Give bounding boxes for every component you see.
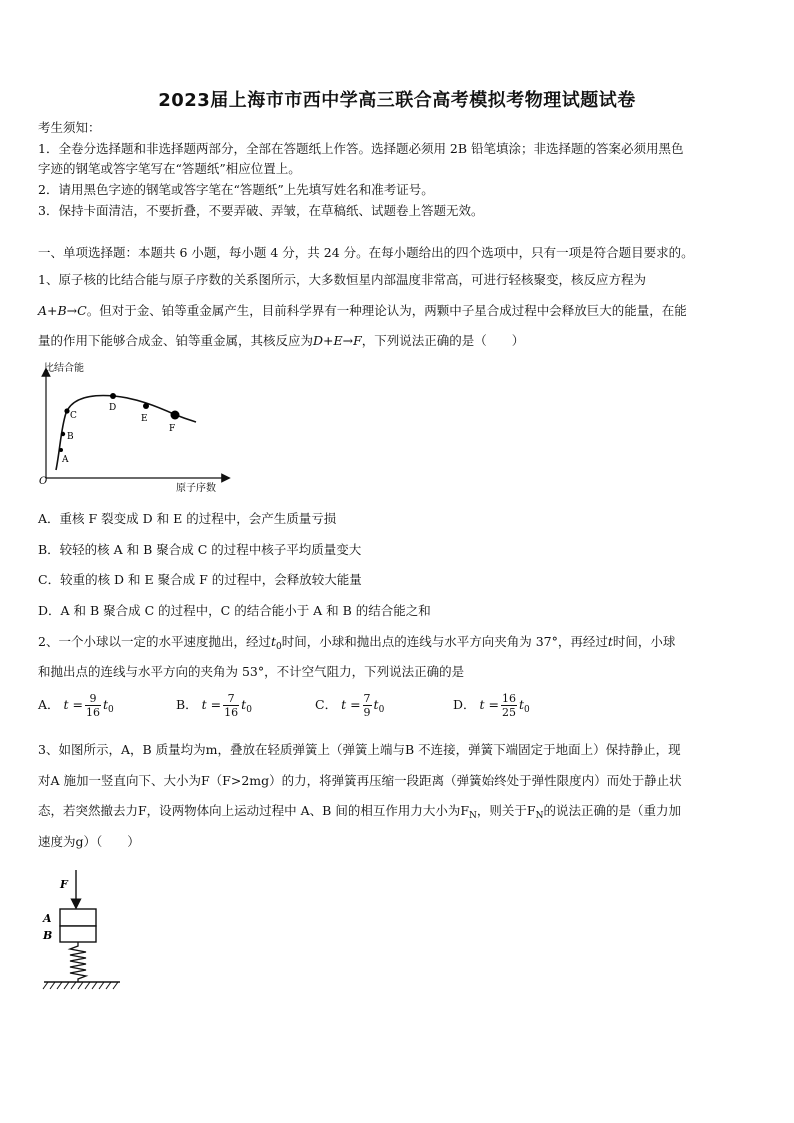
q3-stem-line3: 态，若突然撤去力F，设两物体向上运动过程中 A、B 间的相互作用力大小为$F_N$，则关于$F_N$的说法正确的是（重力加 bbox=[38, 803, 681, 821]
point-b-label: B bbox=[67, 432, 74, 442]
q1-equation-abc: A+B→C bbox=[38, 303, 87, 318]
q1-stem-line3: 量的作用下能够合成金、铂等重金属，其核反应为D+E→F，下列说法正确的是（ ） bbox=[38, 333, 525, 348]
point-e-label: E bbox=[141, 414, 148, 424]
graph-ylabel: 比结合能 bbox=[44, 363, 84, 374]
binding-energy-graph bbox=[36, 358, 236, 498]
spring bbox=[70, 942, 86, 982]
notice-item-1-cont: 字迹的钢笔或答字笔写在“答题纸”相应位置上。 bbox=[38, 161, 301, 176]
point-a-label: A bbox=[62, 455, 69, 465]
q3-stem-line1: 3、如图所示，A，B 质量均为m，叠放在轻质弹簧上（弹簧上端与B 不连接，弹簧下端固定于地面上）保持静止，现 bbox=[38, 742, 681, 757]
q1-option-d: D．A 和 B 聚合成 C 的过程中，C 的结合能小于 A 和 B 的结合能之和 bbox=[38, 603, 431, 618]
page-title: 2023届上海市市西中学高三联合高考模拟考物理试题试卷 bbox=[158, 90, 636, 111]
point-f-label: F bbox=[169, 424, 176, 434]
block-a bbox=[60, 909, 96, 926]
notice-heading: 考生须知： bbox=[38, 120, 101, 135]
block-b-label: B bbox=[43, 929, 53, 942]
block-b bbox=[60, 926, 96, 942]
q1-stem-line1: 1、原子核的比结合能与原子序数的关系图所示，大多数恒星内部温度非常高，可进行轻核聚变，核反应方程为 bbox=[38, 272, 646, 287]
point-e bbox=[143, 403, 149, 409]
q2-option-d: D． t = $\frac{16}{25}$ $t_0$ bbox=[453, 692, 530, 719]
point-b bbox=[61, 432, 65, 436]
q2-option-a: A． t = $\frac{9}{16}$ $t_0$ bbox=[38, 692, 114, 719]
spring-block-figure bbox=[38, 868, 128, 996]
q1-equation-def: D+E→F bbox=[313, 333, 362, 348]
q1-option-b: B．较轻的核 A 和 B 聚合成 C 的过程中核子平均质量变大 bbox=[38, 542, 362, 557]
point-d bbox=[110, 393, 116, 399]
q1-option-c: C．较重的核 D 和 E 聚合成 F 的过程中，会释放较大能量 bbox=[38, 572, 362, 587]
q2-stem-line2: 和抛出点的连线与水平方向的夹角为 53°，不计空气阻力，下列说法正确的是 bbox=[38, 664, 465, 679]
point-c bbox=[64, 408, 69, 413]
graph-origin: O bbox=[39, 476, 48, 487]
point-a bbox=[59, 448, 63, 452]
q1-stem-line2: A+B→C。但对于金、铂等重金属产生，目前科学界有一种理论认为，两颗中子星合成过程中会释放巨大的能量，在能 bbox=[38, 303, 687, 318]
graph-xlabel: 原子序数 bbox=[176, 483, 216, 494]
notice-item-2: 2．请用黑色字迹的钢笔或答字笔在“答题纸”上先填写姓名和准考证号。 bbox=[38, 182, 434, 197]
q2-option-c: C． t = $\frac{7}{9}$ $t_0$ bbox=[315, 692, 385, 719]
point-f bbox=[171, 411, 180, 420]
q3-stem-line2: 对A 施加一竖直向下、大小为F（F>2mg）的力，将弹簧再压缩一段距离（弹簧始终处于弹性限度内）而处于静止状 bbox=[38, 773, 682, 788]
section-heading: 一、单项选择题：本题共 6 小题，每小题 4 分，共 24 分。在每小题给出的四个选项中，只有一项是符合题目要求的。 bbox=[38, 245, 694, 260]
notice-item-1: 1．全卷分选择题和非选择题两部分，全部在答题纸上作答。选择题必须用 2B 铅笔填涂；非选择题的答案必须用黑色 bbox=[38, 141, 684, 156]
q3-stem-line4: 速度为g）（ ） bbox=[38, 834, 140, 849]
force-label: F bbox=[60, 878, 68, 891]
q2-option-b: B． t = $\frac{7}{16}$ $t_0$ bbox=[176, 692, 252, 719]
q1-option-a: A．重核 F 裂变成 D 和 E 的过程中，会产生质量亏损 bbox=[38, 511, 337, 526]
ground-hatch bbox=[43, 982, 118, 989]
point-d-label: D bbox=[109, 403, 117, 413]
block-a-label: A bbox=[43, 912, 52, 925]
q2-stem-line1: 2、一个小球以一定的水平速度抛出，经过$t_0$时间，小球和抛出点的连线与水平方向夹角为 37°，再经过t时间，小球 bbox=[38, 634, 676, 652]
point-c-label: C bbox=[70, 411, 77, 421]
notice-item-3: 3．保持卡面清洁，不要折叠，不要弄破、弄皱，在草稿纸、试题卷上答题无效。 bbox=[38, 203, 484, 218]
